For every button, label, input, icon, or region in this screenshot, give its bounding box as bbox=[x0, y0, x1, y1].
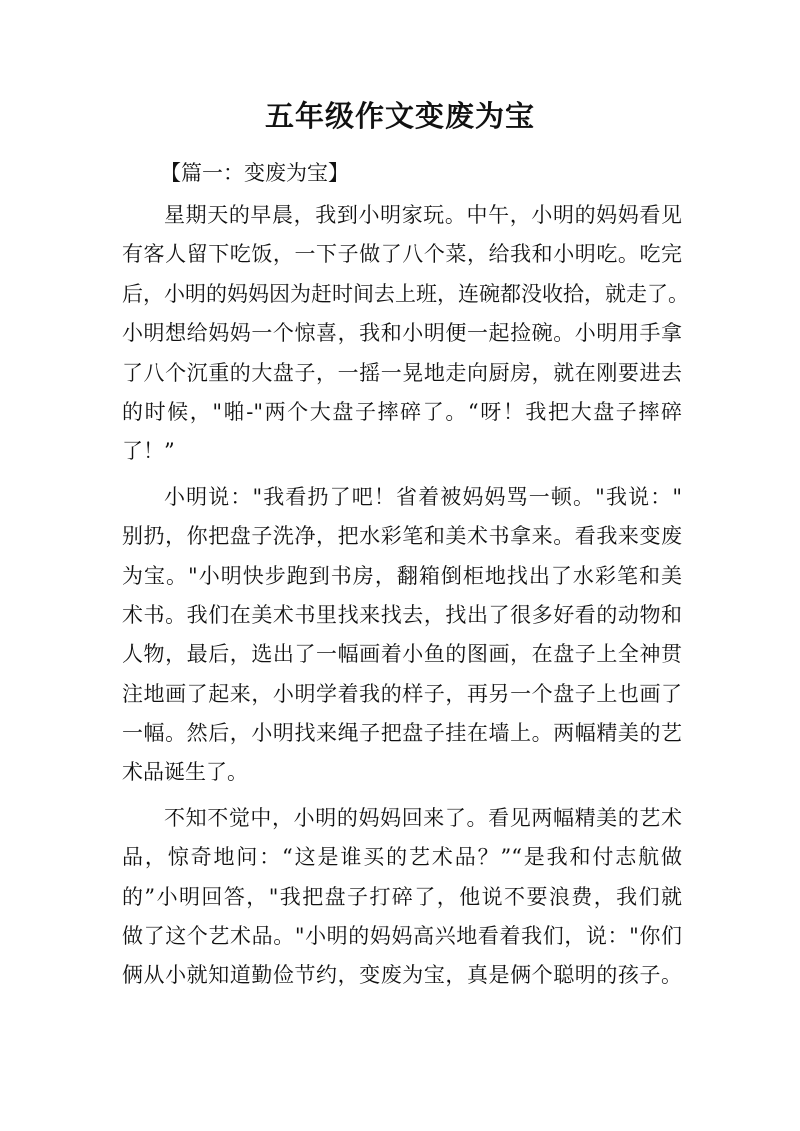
section-heading: 【篇一：变废为宝】 bbox=[160, 161, 349, 185]
text-line: 品，惊奇地问：“这是谁买的艺术品？”“是我和付志航做 bbox=[122, 845, 682, 870]
text-line: 俩从小就知道勤俭节约，变废为宝，真是俩个聪明的孩子。 bbox=[122, 963, 682, 988]
text-line: 做了这个艺术品。"小明的妈妈高兴地看着我们，说："你们 bbox=[122, 924, 682, 949]
text-line: 为宝。"小明快步跑到书房，翻箱倒柜地找出了水彩笔和美 bbox=[122, 563, 682, 588]
text-line: 注地画了起来，小明学着我的样子，再另一个盘子上也画了 bbox=[122, 681, 682, 706]
text-line: 小明说："我看扔了吧！省着被妈妈骂一顿。"我说：" bbox=[164, 484, 682, 509]
text-line: 人物，最后，选出了一幅画着小鱼的图画，在盘子上全神贯 bbox=[122, 642, 682, 667]
text-line: 术品诞生了。 bbox=[122, 760, 248, 785]
text-line: 了八个沉重的大盘子，一摇一晃地走向厨房，就在刚要进去 bbox=[122, 360, 682, 385]
text-line: 后，小明的妈妈因为赶时间去上班，连碗都没收拾，就走了。 bbox=[122, 281, 689, 306]
paragraph-2 bbox=[122, 478, 682, 793]
text-line: 不知不觉中，小明的妈妈回来了。看见两幅精美的艺术 bbox=[164, 805, 682, 830]
text-line: 的”小明回答，"我把盘子打碎了，他说不要浪费，我们就 bbox=[122, 884, 682, 909]
text-line: 一幅。然后，小明找来绳子把盘子挂在墙上。两幅精美的艺 bbox=[122, 721, 682, 746]
text-line: 别扔，你把盘子洗净，把水彩笔和美术书拿来。看我来变废 bbox=[122, 524, 682, 549]
text-line: 有客人留下吃饭，一下子做了八个菜，给我和小明吃。吃完 bbox=[122, 242, 682, 267]
text-line: 的时候，"啪-"两个大盘子摔碎了。“呀！我把大盘子摔碎 bbox=[122, 399, 682, 424]
paragraph-3 bbox=[122, 799, 682, 996]
page-title: 五年级作文变废为宝 bbox=[264, 99, 535, 133]
text-line: 星期天的早晨，我到小明家玩。中午，小明的妈妈看见 bbox=[164, 203, 682, 227]
paragraph-1 bbox=[122, 196, 689, 472]
essay-body bbox=[122, 196, 689, 1002]
text-line: 术书。我们在美术书里找来找去，找出了很多好看的动物和 bbox=[122, 602, 682, 627]
text-line: 小明想给妈妈一个惊喜，我和小明便一起捡碗。小明用手拿 bbox=[122, 321, 682, 346]
text-line: 了！” bbox=[122, 439, 175, 464]
